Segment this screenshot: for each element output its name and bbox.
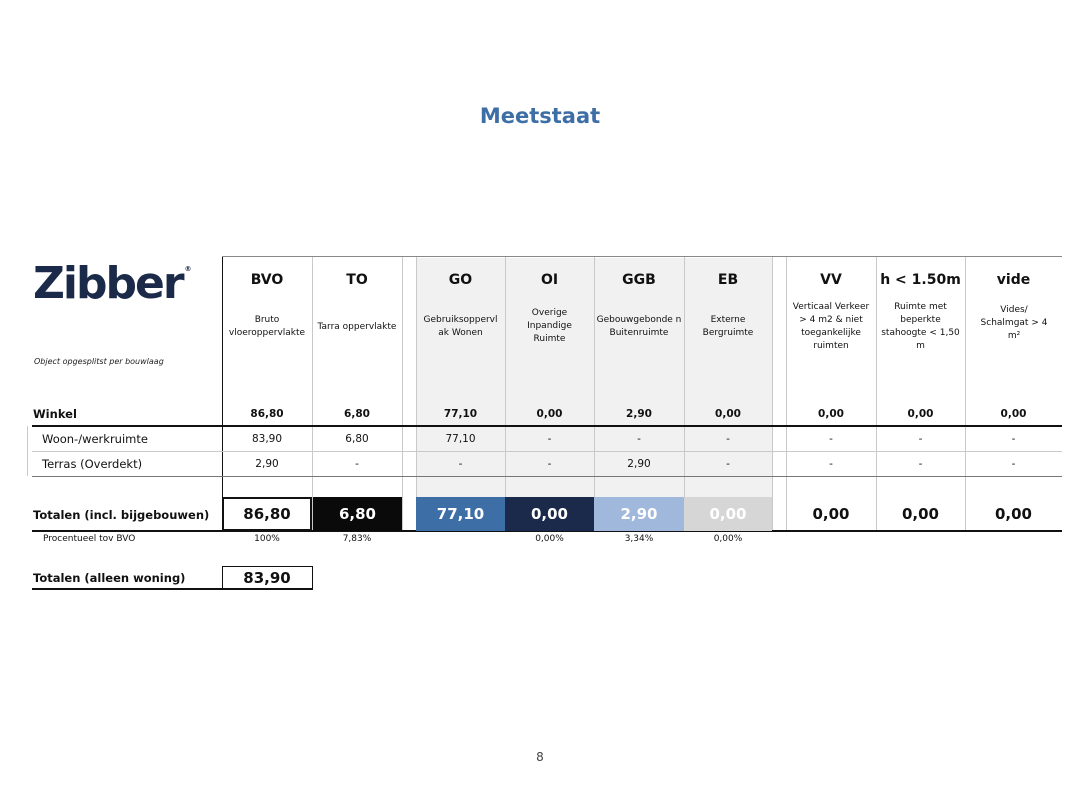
table-cell: - <box>918 433 923 445</box>
total-eb: 0,00 <box>684 497 772 531</box>
table-cell: 6,80 <box>344 408 370 420</box>
table-cell: 6,80 <box>345 433 369 445</box>
table-cell: 77,10 <box>443 408 478 420</box>
table-cell: - <box>1011 458 1016 470</box>
zibber-logo <box>33 258 192 309</box>
col-desc-h150: Ruimte met beperkte stahoogte < 1,50 m <box>881 302 960 351</box>
grid-line <box>772 256 773 530</box>
table-cell: 2,90 <box>255 458 279 470</box>
col-desc-go: Gebruiksoppervl ak Wonen <box>423 315 498 338</box>
totals-label: Totalen (incl. bijgebouwen) <box>33 508 210 522</box>
grid-line <box>222 256 223 530</box>
grid-line <box>402 256 403 530</box>
percent-bvo: 100% <box>254 534 280 544</box>
percent-ggb: 3,34% <box>624 534 654 544</box>
table-cell: 2,90 <box>626 408 652 420</box>
grid-line <box>27 426 28 476</box>
col-desc-vv: Verticaal Verkeer > 4 m2 & niet toegankelijke ruimten <box>792 302 870 351</box>
table-cell: 83,90 <box>251 433 283 445</box>
grid-line <box>312 256 313 530</box>
table-cell: - <box>726 458 730 470</box>
table-cell: 0,00 <box>536 408 563 420</box>
totals-home-rightline <box>312 566 313 589</box>
col-desc-oi: Overige Inpandige Ruimte <box>527 308 572 344</box>
totals-home-label: Totalen (alleen woning) <box>33 571 186 585</box>
total-go: 77,10 <box>416 497 505 531</box>
table-cell: 86,80 <box>250 408 284 420</box>
col-desc-eb: Externe Bergruimte <box>702 315 754 338</box>
table-cell: - <box>355 458 359 470</box>
table-cell: 2,90 <box>627 458 651 470</box>
table-cell: 0,00 <box>907 408 934 420</box>
table-cell: - <box>547 433 552 445</box>
grid-line <box>684 256 685 530</box>
col-desc-to: Tarra oppervlakte <box>317 322 397 332</box>
col-desc-vide: Vides/ Schalmgat > 4 m² <box>980 305 1048 341</box>
table-cell: 0,00 <box>1000 408 1027 420</box>
total-bvo: 86,80 <box>222 497 312 531</box>
layer-note: Object opgesplitst per bouwlaag <box>34 357 164 366</box>
page-title: Meetstaat <box>479 104 601 128</box>
row-label-woonwerkruimte: Woon-/werkruimte <box>42 432 148 446</box>
grid-line <box>594 256 595 530</box>
col-desc-ggb: Gebouwgebonde n Buitenruimte <box>596 315 682 338</box>
percent-eb: 0,00% <box>713 534 743 544</box>
col-code-h150: h < 1.50m <box>880 272 961 288</box>
totals-home-topline <box>222 566 313 567</box>
percent-to: 7,83% <box>342 534 372 544</box>
col-code-go: GO <box>448 272 473 288</box>
totals-home-value: 83,90 <box>243 569 291 587</box>
table-cell: - <box>829 458 833 470</box>
table-cell: - <box>1011 433 1016 445</box>
col-code-ggb: GGB <box>622 272 656 288</box>
total-vv: 0,00 <box>812 505 850 523</box>
grid-line <box>505 256 506 530</box>
col-code-vide: vide <box>996 272 1031 288</box>
col-code-oi: OI <box>540 272 559 288</box>
row-label-terras: Terras (Overdekt) <box>42 457 143 471</box>
table-cell: - <box>547 458 552 470</box>
table-cell: 77,10 <box>445 433 476 445</box>
table-cell: - <box>726 433 730 445</box>
grid-line <box>416 256 417 530</box>
grid-line <box>222 256 1062 257</box>
col-desc-bvo: Bruto vloeroppervlakte <box>228 315 306 338</box>
logo-mark: ® <box>184 265 192 273</box>
totals-home-underline <box>32 588 313 590</box>
grid-line <box>965 256 966 530</box>
page-number: 8 <box>536 750 544 764</box>
table-cell: - <box>458 458 463 470</box>
col-code-eb: EB <box>717 272 739 288</box>
grid-line <box>32 451 1062 452</box>
total-to: 6,80 <box>313 497 402 531</box>
table-cell: - <box>918 458 923 470</box>
grid-line <box>32 425 1062 427</box>
total-oi: 0,00 <box>505 497 594 531</box>
table-cell: - <box>829 433 833 445</box>
total-h150: 0,00 <box>901 505 939 523</box>
table-cell: 0,00 <box>818 408 844 420</box>
percent-label: Procentueel tov BVO <box>43 534 136 544</box>
grid-line <box>786 256 787 530</box>
col-code-to: TO <box>346 272 368 288</box>
logo-text: Zibber <box>33 258 183 309</box>
total-vide: 0,00 <box>994 505 1032 523</box>
grid-line <box>32 476 1062 477</box>
percent-oi: 0,00% <box>535 534 564 544</box>
col-code-bvo: BVO <box>250 272 284 288</box>
total-ggb: 2,90 <box>594 497 684 531</box>
table-cell: 0,00 <box>715 408 741 420</box>
col-code-vv: VV <box>820 272 842 288</box>
grid-line <box>876 256 877 530</box>
row-label-winkel: Winkel <box>33 407 77 421</box>
table-cell: - <box>637 433 641 445</box>
